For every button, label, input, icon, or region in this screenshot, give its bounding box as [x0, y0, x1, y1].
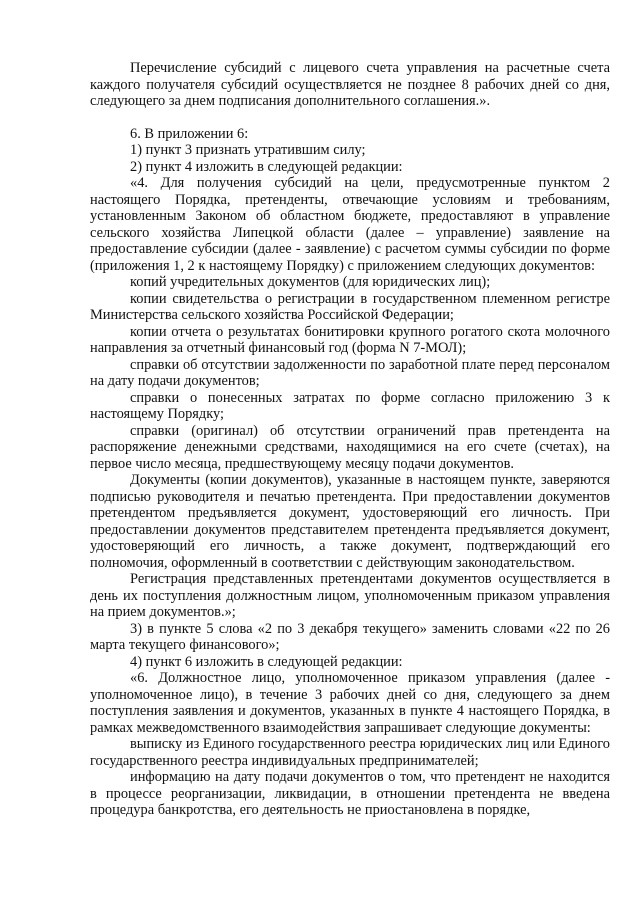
paragraph-item-4: 4) пункт 6 изложить в следующей редакции: — [130, 653, 403, 670]
document-page — [90, 60, 610, 819]
paragraph-doc-no-restrictions: справки (оригинал) об отсутствии ограничений прав претендента на распоряжение денежными средствами, находящимися на его счете (счетах), на первое число месяца, предшествующему месяцу подачи документов. — [90, 422, 610, 472]
paragraph-clause-4: «4. Для получения субсидий на цели, предусмотренные пунктом 2 настоящего Порядка, претенденты, отвечающие условиям и требованиям, установленным Законом об областном бюджете, предоставляют в управление сельского хозяйства Липецкой области (далее – управление) заявление на предоставление субсидии (далее - заявление) с расчетом суммы субсидии по форме (приложения 1, 2 к настоящему Порядку) с приложением следующих документов: — [90, 175, 610, 274]
paragraph-doc-bonitation-report: копии отчета о результатах бонитировки крупного рогатого скота молочного направления за отчетный финансовый год (форма N 7-МОЛ); — [90, 323, 610, 356]
paragraph-transfer-of-subsidies: Перечисление субсидий с лицевого счета управления на расчетные счета каждого получателя субсидий осуществляется не позднее 8 рабочих дней со дня, следующего за днем подписания дополнительного соглашения.». — [90, 60, 610, 109]
paragraph-doc-founding-copies: копий учредительных документов (для юридических лиц); — [130, 274, 491, 290]
paragraph-request-registry-extract: выписку из Единого государственного реестра юридических лиц или Единого государственного реестра индивидуальных предпринимателей; — [90, 736, 610, 769]
paragraph-item-2: 2) пункт 4 изложить в следующей редакции: — [130, 158, 403, 175]
paragraph-appendix-6-heading: 6. В приложении 6: — [130, 125, 249, 142]
paragraph-item-1: 1) пункт 3 признать утратившим силу; — [130, 142, 366, 158]
paragraph-item-3: 3) в пункте 5 слова «2 по 3 декабря текущего» заменить словами «22 по 26 марта текущего финансового»; — [90, 620, 610, 653]
paragraph-registration: Регистрация представленных претендентами документов осуществляется в день их поступления должностным лицом, уполномоченным приказом управления на прием документов.»; — [90, 571, 610, 620]
paragraph-clause-6: «6. Должностное лицо, уполномоченное приказом управления (далее - уполномоченное лицо), в течение 3 рабочих дней со дня, следующего за днем поступления заявления и документов, указанных в пункте 4 настоящего Порядка, в рамках межведомственного взаимодействия запрашивает следующие документы: — [90, 670, 610, 736]
paragraph-doc-registry-certificate: копии свидетельства о регистрации в государственном племенном регистре Министерства сельского хозяйства Российской Федерации; — [90, 290, 610, 323]
paragraph-documents-certification: Документы (копии документов), указанные в настоящем пункте, заверяются подписью руководителя и печатью претендента. При предоставлении документов претендентом предъявляется документ, удостоверяющий его личность. При предоставлении документов представителем претендента предъявляется документ, удостоверяющий его личность, а также документ, подтверждающий его полномочия, оформленный в соответствии с действующим законодательством. — [90, 472, 610, 571]
paragraph-doc-costs-statement: справки о понесенных затратах по форме согласно приложению 3 к настоящему Порядку; — [90, 389, 610, 422]
paragraph-doc-no-wage-debt: справки об отсутствии задолженности по заработной плате перед персоналом на дату подачи документов; — [90, 356, 610, 389]
paragraph-request-status-info: информацию на дату подачи документов о том, что претендент не находится в процессе реорганизации, ликвидации, в отношении претендента не введена процедура банкротства, его деятельность не приостановлена в порядке, — [90, 769, 610, 818]
